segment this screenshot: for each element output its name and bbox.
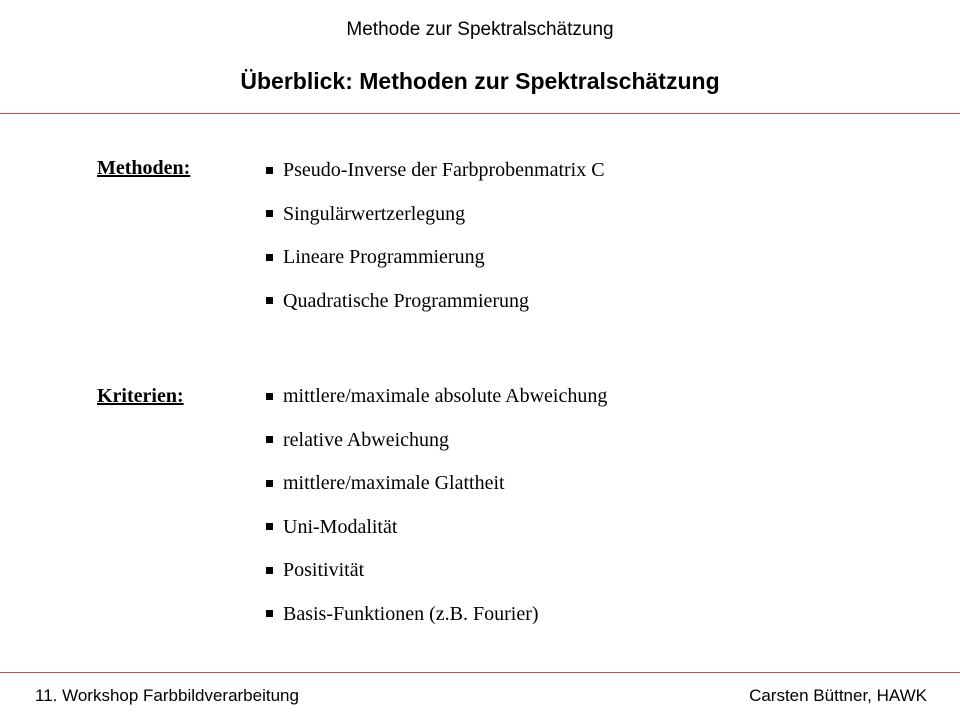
methods-list <box>266 158 605 332</box>
list-item <box>266 558 607 582</box>
footer-author: Carsten Büttner, HAWK <box>749 686 927 705</box>
list-item <box>266 602 607 626</box>
list-item-text: mittlere/maximale absolute Abweichung <box>283 385 608 407</box>
square-bullet-icon <box>266 167 273 174</box>
list-item <box>266 384 607 408</box>
square-bullet-icon <box>266 480 273 487</box>
list-item-text: mittlere/maximale Glattheit <box>283 472 505 494</box>
list-item-text: Uni-Modalität <box>283 515 398 538</box>
list-item-text: Singulärwertzerlegung <box>283 202 466 225</box>
square-bullet-icon <box>266 297 273 304</box>
list-item-text: Quadratische Programmierung <box>283 289 530 312</box>
slide-title: Überblick: Methoden zur Spektralschätzung <box>240 68 720 94</box>
criteria-list <box>266 384 607 645</box>
footer-event: 11. Workshop Farbbildverarbeitung <box>35 686 299 705</box>
square-bullet-icon <box>266 436 273 443</box>
list-item-text: Basis-Funktionen (z.B. Fourier) <box>283 602 539 625</box>
list-item <box>266 158 605 182</box>
criteria-label: Kriterien: <box>97 385 184 407</box>
list-item <box>266 245 605 269</box>
list-item-text: Positivität <box>283 559 365 581</box>
square-bullet-icon <box>266 523 273 530</box>
methods-label: Methoden: <box>97 157 191 179</box>
list-item <box>266 428 607 452</box>
list-item-text: relative Abweichung <box>283 428 450 451</box>
list-item <box>266 515 607 539</box>
square-bullet-icon <box>266 254 273 261</box>
square-bullet-icon <box>266 210 273 217</box>
slide-topic: Methode zur Spektralschätzung <box>346 19 614 40</box>
list-item <box>266 471 607 495</box>
header-divider <box>0 113 960 114</box>
list-item <box>266 289 605 313</box>
square-bullet-icon <box>266 567 273 574</box>
list-item-text: Lineare Programmierung <box>283 246 485 268</box>
square-bullet-icon <box>266 610 273 617</box>
list-item-text: Pseudo-Inverse der Farbprobenmatrix C <box>283 159 605 181</box>
footer-divider <box>0 672 960 673</box>
square-bullet-icon <box>266 393 273 400</box>
list-item <box>266 202 605 226</box>
